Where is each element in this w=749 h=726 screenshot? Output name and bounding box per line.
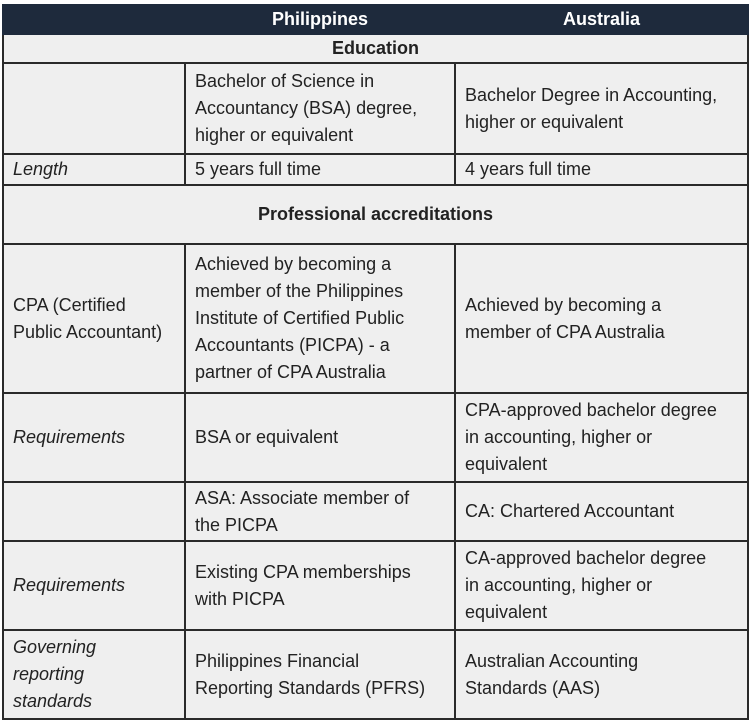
row-standards	[3, 630, 748, 719]
au-standards: Australian Accounting Standards (AAS)	[455, 630, 748, 719]
label-ca-requirements: Requirements	[3, 541, 185, 630]
ph-cpa-requirements: BSA or equivalent	[185, 393, 455, 482]
label-degree	[3, 63, 185, 154]
au-ca: CA: Chartered Accountant	[455, 482, 748, 541]
au-cpa-requirements: CPA-approved bachelor degree in accounting, higher or equivalent	[455, 393, 748, 482]
section-row-professional	[3, 185, 748, 244]
label-cpa-requirements: Requirements	[3, 393, 185, 482]
label-cpa: CPA (Certified Public Accountant)	[3, 244, 185, 393]
section-professional: Professional accreditations	[3, 185, 748, 244]
comparison-table	[2, 4, 749, 720]
label-length: Length	[3, 154, 185, 185]
ph-cpa: Achieved by becoming a member of the Philippines Institute of Certified Public Accountants (PICPA) - a partner of CPA Australia	[185, 244, 455, 393]
header-philippines: Philippines	[185, 5, 455, 34]
label-ca	[3, 482, 185, 541]
ph-length: 5 years full time	[185, 154, 455, 185]
row-ca-requirements	[3, 541, 748, 630]
ph-ca: ASA: Associate member of the PICPA	[185, 482, 455, 541]
au-length: 4 years full time	[455, 154, 748, 185]
au-cpa: Achieved by becoming a member of CPA Australia	[455, 244, 748, 393]
ph-standards: Philippines Financial Reporting Standards (PFRS)	[185, 630, 455, 719]
section-row-education	[3, 34, 748, 63]
row-cpa-requirements	[3, 393, 748, 482]
row-degree	[3, 63, 748, 154]
header-row	[3, 5, 748, 34]
row-length	[3, 154, 748, 185]
row-cpa	[3, 244, 748, 393]
label-standards: Governing reporting standards	[3, 630, 185, 719]
ph-degree: Bachelor of Science in Accountancy (BSA) degree, higher or equivalent	[185, 63, 455, 154]
ph-ca-requirements: Existing CPA memberships with PICPA	[185, 541, 455, 630]
header-australia: Australia	[455, 5, 748, 34]
section-education: Education	[3, 34, 748, 63]
au-ca-requirements: CA-approved bachelor degree in accounting, higher or equivalent	[455, 541, 748, 630]
header-blank	[3, 5, 185, 34]
au-degree: Bachelor Degree in Accounting, higher or equivalent	[455, 63, 748, 154]
row-ca	[3, 482, 748, 541]
